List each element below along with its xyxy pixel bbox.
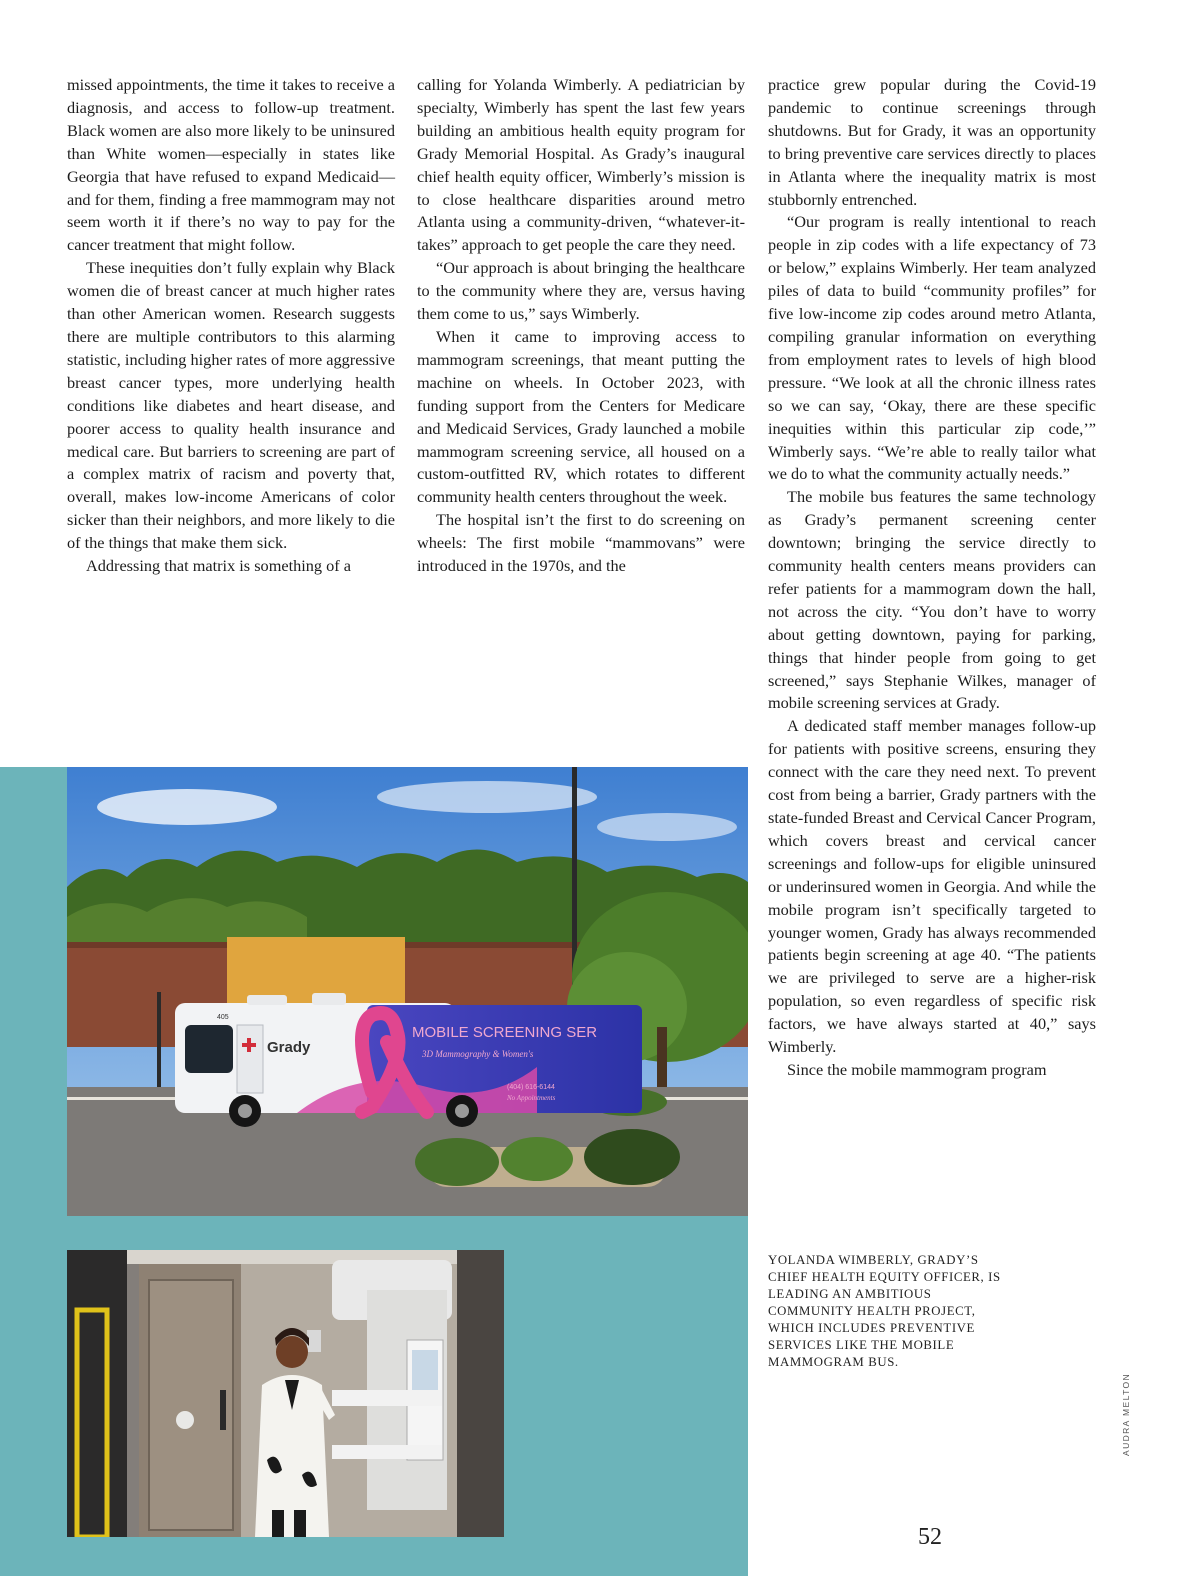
paragraph: When it came to improving access to mammogram screenings, that meant putting the machine on wheels. In October 2023, with funding support from the Centers for Medicare and Medicaid Services, Grady launched a mobile mammogram screening service, all housed on a custom-outfitted RV, which rotates to different community health centers throughout the week. [417,326,745,507]
article-column-3 [768,74,1096,1082]
bus-unit-text: 405 [217,1014,229,1021]
paragraph: A dedicated staff member manages follow-up for patients with positive screens, ensuring they connect with the care they need next. To prevent cost from being a barrier, Grady partners with the state-funded Breast and Cervical Cancer Program, which covers breast and cervical cancer screenings and follow-ups for eligible uninsured or underinsured women in Georgia. And while the mobile program isn’t specifically targeted to younger women, Grady has always recommended patients begin screening at age 40. “The patients we are privileged to serve are a higher-risk population, so even regardless of specific risk factors, we have always started at 40,” says Wimberly. [768,716,1096,1057]
paragraph: The mobile bus features the same technology as Grady’s permanent screening center downtown; bringing the service directly to community health centers means providers can refer patients for a mammogram down the hall, not across the city. “You don’t have to worry about getting downtown, paying for parking, things that hinder people from going to get screened,” says Stephanie Wilkes, manager of mobile screening services at Grady. [768,487,1096,713]
bus-phone-text: (404) 616-6144 [507,1084,555,1091]
paragraph: “Our program is really intentional to reach people in zip codes with a life expectancy of 73 or below,” explains Wimberly. Her team analyzed piles of data to build “community profiles” for five low-income zip codes around metro Atlanta, compiling granular information on everything from employment rates to levels of high blood pressure. “We look at all the chronic illness rates so we can say, ‘Okay, there are these specific inequities within this particular zip code,’” Wimberly says. “We’re able to really tailor what we do to what the community actually needs.” [768,212,1096,484]
bus-headline-text: MOBILE SCREENING SER [412,1024,598,1041]
paragraph: The hospital isn’t the first to do screening on wheels: The first mobile “mammovans” were introduced in the 1970s, and the [417,510,745,576]
paragraph: missed appointments, the time it takes to receive a diagnosis, and access to follow-up treatment. Black women are also more likely to be uninsured than White women—especially in states like Georgia that have refused to expand Medicaid—and for them, finding a free mammogram may not seem worth it if there’s no way to pay for the cancer treatment that might follow. [67,75,395,255]
paragraph: Addressing that matrix is something of a [86,556,351,576]
paragraph: calling for Yolanda Wimberly. A pediatrician by specialty, Wimberly has spent the last few years building an ambitious health equity program for Grady Memorial Hospital. As Grady’s inaugural chief health equity officer, Wimberly’s mission is to close healthcare disparities around metro Atlanta using a community-driven, “whatever-it-takes” approach to get people the care they need. [417,75,745,255]
paragraph: practice grew popular during the Covid-19 pandemic to continue screenings through shutdowns. But for Grady, it was an opportunity to bring preventive care services directly to places in Atlanta where the inequality matrix is most stubbornly entrenched. [768,75,1096,209]
page-number: 52 [918,1524,942,1550]
bus-brand-text: Grady [267,1039,311,1056]
paragraph: These inequities don’t fully explain why Black women die of breast cancer at much higher rates than other American women. Research suggests there are multiple contributors to this alarming statistic, including higher rates of more aggressive breast cancer types, more underlying health conditions like diabetes and heart disease, and poorer access to quality health insurance and medical care. But barriers to screening are part of a complex matrix of racism and poverty that, overall, makes low-income Americans of color sicker than their neighbors, and more likely to die of the things that make them sick. [67,258,395,553]
article-column-1 [67,74,395,578]
article-column-2 [417,74,745,578]
bus-subline-text: 3D Mammography & Women's [422,1049,534,1059]
photo-caption: YOLANDA WIMBERLY, GRADY’S CHIEF HEALTH EQUITY OFFICER, IS LEADING AN AMBITIOUS COMMUNITY HEALTH PROJECT, WHICH INCLUDES PREVENTIVE SERVICES LIKE THE MOBILE MAMMOGRAM BUS. [768,1253,1001,1369]
paragraph: “Our approach is about bringing the healthcare to the community where they are, versus having them come to us,” says Wimberly. [417,258,745,324]
wimberly-portrait-photo [67,1250,504,1537]
bus-tagline-text: No Appointments [507,1094,556,1102]
mobile-mammogram-bus-photo [67,767,748,1216]
photo-credit: AUDRA MELTON [1121,1372,1131,1456]
paragraph: Since the mobile mammogram program [787,1059,1047,1079]
